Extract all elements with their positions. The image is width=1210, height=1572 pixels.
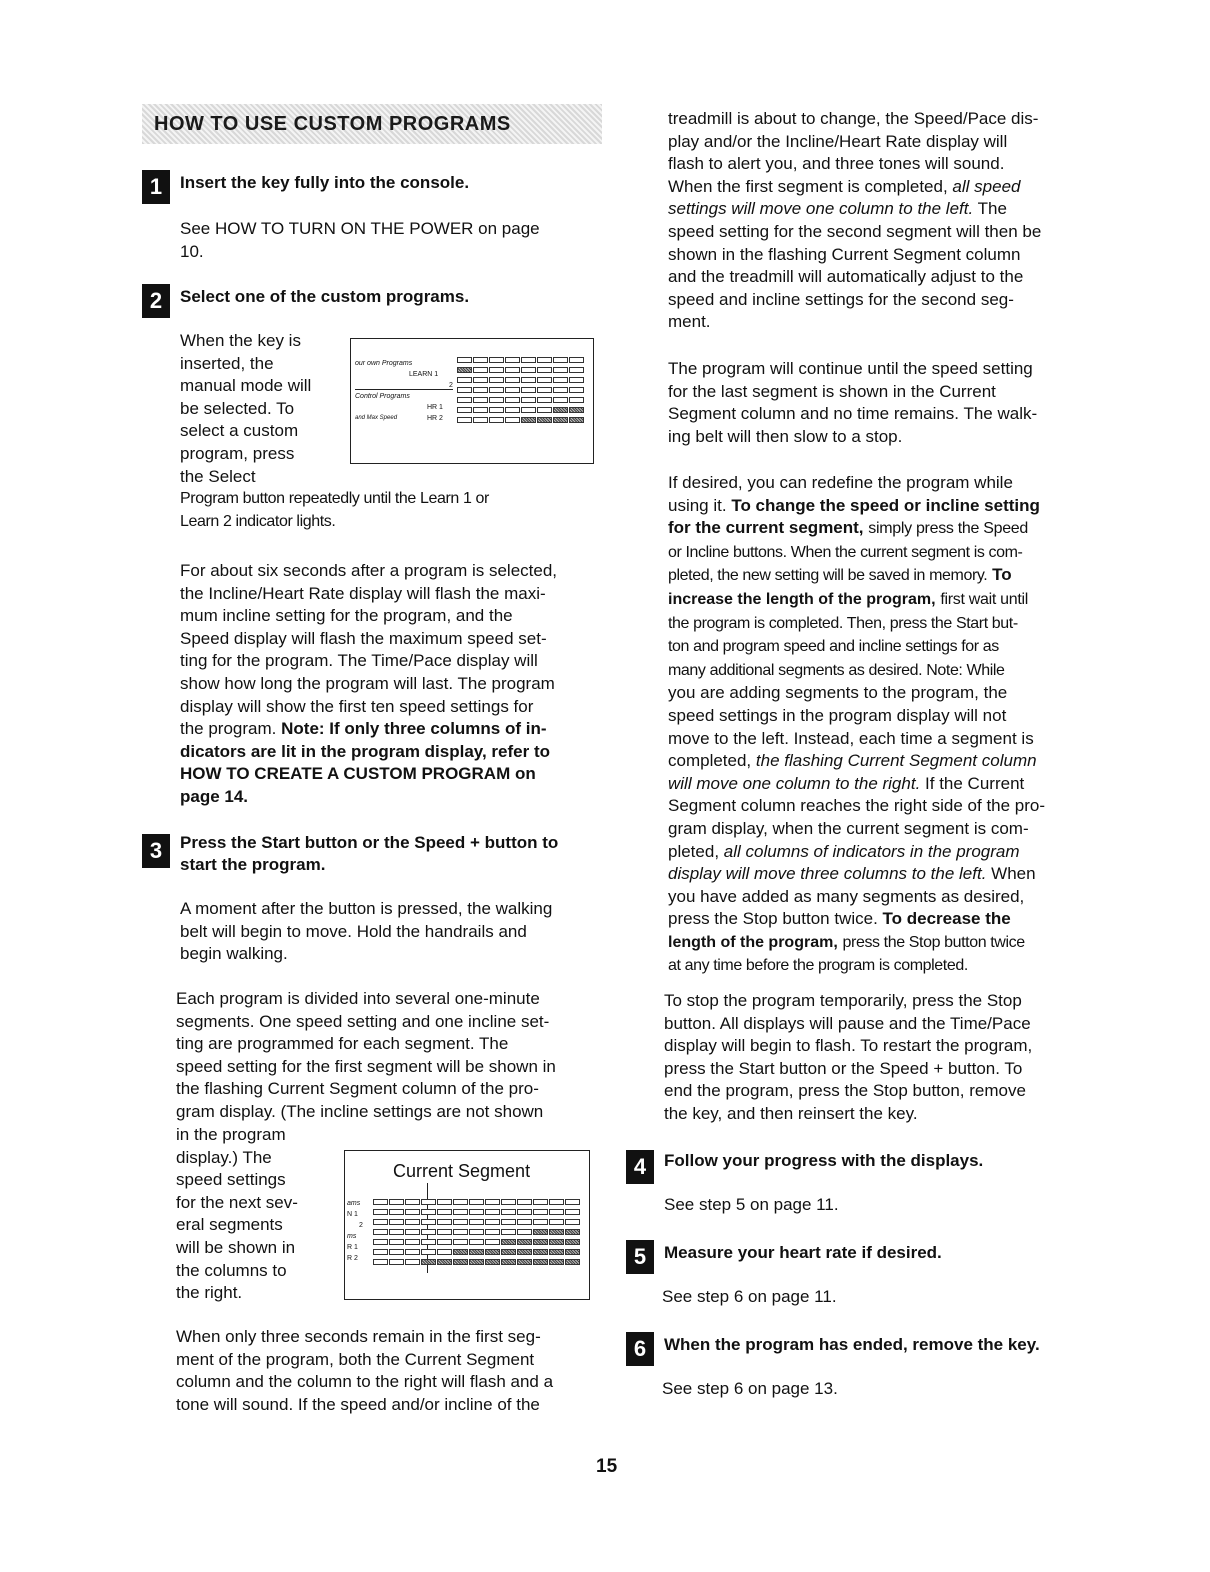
indicator-cell	[569, 417, 584, 423]
indicator-cell	[553, 387, 568, 393]
indicator-cell	[549, 1209, 564, 1215]
current-segment-label: Current Segment	[393, 1161, 531, 1181]
indicator-cell	[517, 1229, 532, 1235]
indicator-cell	[373, 1209, 388, 1215]
indicator-cell	[473, 407, 488, 413]
indicator-cell	[533, 1209, 548, 1215]
indicator-cell	[517, 1199, 532, 1205]
indicator-cell	[473, 357, 488, 363]
indicator-cell	[489, 367, 504, 373]
indicator-cell	[533, 1229, 548, 1235]
indicator-cell	[537, 397, 552, 403]
panel2-label-f: R 2	[347, 1255, 358, 1262]
step-1-number: 1	[142, 170, 170, 204]
page-number: 15	[596, 1456, 618, 1477]
indicator-cell	[517, 1239, 532, 1245]
indicator-cell	[553, 367, 568, 373]
indicator-cell	[549, 1219, 564, 1225]
indicator-cell	[489, 397, 504, 403]
indicator-cell	[405, 1259, 420, 1265]
panel2-label-d: ms	[347, 1233, 357, 1240]
indicator-cell	[565, 1239, 580, 1245]
indicator-cell	[565, 1219, 580, 1225]
indicator-cell	[405, 1199, 420, 1205]
indicator-cell	[457, 417, 472, 423]
indicator-cell	[485, 1249, 500, 1255]
indicator-cell	[537, 417, 552, 423]
indicator-cell	[421, 1259, 436, 1265]
indicator-cell	[517, 1209, 532, 1215]
indicator-cell	[389, 1219, 404, 1225]
indicator-cell	[537, 387, 552, 393]
indicator-cell	[565, 1259, 580, 1265]
indicator-cell	[553, 407, 568, 413]
panel1-label-2: 2	[449, 382, 453, 389]
program-display-panel-2	[344, 1150, 590, 1300]
indicator-cell	[457, 407, 472, 413]
three-seconds-paragraph: When only three seconds remain in the first seg- ment of the program, both the Current Segment column and the column to the right will flash and a tone will sound. If the speed and/or incline of the	[176, 1327, 554, 1414]
indicator-cell	[549, 1239, 564, 1245]
indicator-cell	[473, 417, 488, 423]
indicator-cell	[501, 1229, 516, 1235]
panel1-label-control: Control Programs	[355, 393, 410, 400]
step-5-text: See step 6 on page 11.	[662, 1287, 837, 1306]
indicator-cell	[537, 367, 552, 373]
indicator-cell	[469, 1219, 484, 1225]
indicator-cell	[473, 387, 488, 393]
program-display-panel-1	[350, 338, 594, 464]
indicator-cell	[517, 1259, 532, 1265]
panel2-label-a: ams	[347, 1200, 361, 1207]
indicator-cell	[569, 357, 584, 363]
indicator-cell	[565, 1229, 580, 1235]
indicator-cell	[521, 397, 536, 403]
indicator-cell	[505, 397, 520, 403]
indicator-cell	[469, 1239, 484, 1245]
indicator-cell	[421, 1209, 436, 1215]
step-5-number: 5	[626, 1240, 654, 1274]
indicator-cell	[569, 387, 584, 393]
indicator-cell	[533, 1239, 548, 1245]
indicator-cell	[373, 1229, 388, 1235]
indicator-cell	[501, 1259, 516, 1265]
indicator-cell	[569, 407, 584, 413]
step-6-number: 6	[626, 1332, 654, 1366]
indicator-cell	[457, 387, 472, 393]
indicator-cell	[505, 377, 520, 383]
indicator-cell	[373, 1239, 388, 1245]
indicator-cell	[421, 1239, 436, 1245]
step-3-number: 3	[142, 834, 170, 868]
indicator-cell	[469, 1229, 484, 1235]
indicator-cell	[569, 397, 584, 403]
indicator-cell	[505, 357, 520, 363]
indicator-cell	[501, 1199, 516, 1205]
indicator-cell	[501, 1209, 516, 1215]
indicator-cell	[521, 407, 536, 413]
indicator-cell	[505, 417, 520, 423]
six-seconds-paragraph: For about six seconds after a program is selected, the Incline/Heart Rate display will flash the maxi- mum incline setting for the program, and the Speed display will flash the maximum speed set- ting for the program. The Time/Pace display will show how long the program will last. The program display will show the first ten speed settings for the program. Note: If only three columns of in- dicators are lit in the program display, refer to HOW TO CREATE A CUSTOM PROGRAM on page 14.	[180, 561, 558, 806]
indicator-cell	[437, 1199, 452, 1205]
indicator-cell	[453, 1209, 468, 1215]
panel1-label-hr2: HR 2	[427, 415, 443, 422]
indicator-cell	[489, 417, 504, 423]
indicator-cell	[457, 357, 472, 363]
indicator-cell	[505, 407, 520, 413]
indicator-cell	[405, 1209, 420, 1215]
panel1-label-hr1: HR 1	[427, 404, 443, 411]
indicator-cell	[489, 357, 504, 363]
indicator-cell	[485, 1239, 500, 1245]
indicator-cell	[389, 1199, 404, 1205]
indicator-cell	[521, 367, 536, 373]
indicator-cell	[421, 1229, 436, 1235]
indicator-cell	[405, 1239, 420, 1245]
indicator-cell	[469, 1259, 484, 1265]
step-3-text: A moment after the button is pressed, the walking belt will begin to move. Hold the handrails and begin walking.	[180, 899, 553, 964]
indicator-cell	[437, 1209, 452, 1215]
indicator-cell	[405, 1249, 420, 1255]
indicator-cell	[437, 1249, 452, 1255]
indicator-cell	[437, 1229, 452, 1235]
indicator-cell	[453, 1219, 468, 1225]
indicator-cell	[373, 1249, 388, 1255]
indicator-cell	[485, 1219, 500, 1225]
step-1-text: See HOW TO TURN ON THE POWER on page 10.	[180, 219, 540, 261]
step-4-text: See step 5 on page 11.	[664, 1195, 839, 1214]
indicator-cell	[553, 417, 568, 423]
indicator-cell	[553, 397, 568, 403]
indicator-cell	[549, 1249, 564, 1255]
panel1-label-maxspeed: and Max Speed	[355, 415, 398, 421]
indicator-cell	[389, 1229, 404, 1235]
indicator-cell	[473, 397, 488, 403]
step-2-title: Select one of the custom programs.	[180, 287, 470, 306]
step-3-title: Press the Start button or the Speed + button to start the program.	[180, 833, 559, 874]
indicator-cell	[437, 1239, 452, 1245]
indicator-cell	[521, 357, 536, 363]
step-6-title: When the program has ended, remove the key.	[664, 1335, 1040, 1354]
indicator-cell	[501, 1239, 516, 1245]
indicator-cell	[405, 1229, 420, 1235]
step-4-title: Follow your progress with the displays.	[664, 1151, 984, 1170]
indicator-cell	[549, 1229, 564, 1235]
indicator-cell	[537, 377, 552, 383]
indicator-cell	[473, 367, 488, 373]
stop-program-paragraph: To stop the program temporarily, press the Stop button. All displays will pause and the Time/Pace display will begin to flash. To restart the program, press the Start button or the Speed + button. To end the program, press the Stop button, remove the key, and then reinsert the key.	[664, 991, 1033, 1123]
indicator-cell	[373, 1219, 388, 1225]
indicator-cell	[421, 1249, 436, 1255]
indicator-cell	[453, 1229, 468, 1235]
indicator-cell	[517, 1219, 532, 1225]
indicator-cell	[533, 1249, 548, 1255]
indicator-cell	[453, 1199, 468, 1205]
indicator-cell	[537, 357, 552, 363]
indicator-cell	[549, 1199, 564, 1205]
indicator-cell	[421, 1199, 436, 1205]
indicator-cell	[453, 1249, 468, 1255]
indicator-cell	[453, 1259, 468, 1265]
indicator-cell	[533, 1259, 548, 1265]
program-continue-paragraph: The program will continue until the speed setting for the last segment is shown in the Current Segment column and no time remains. The walk- ing belt will then slow to a stop.	[668, 359, 1038, 446]
each-program-paragraph: Each program is divided into several one-minute segments. One speed setting and one incline set- ting are programmed for each segment. The speed setting for the first segment will be shown in the flashing Current Segment column of the pro- gram display. (The incline settings are not shown	[176, 989, 556, 1121]
indicator-cell	[505, 387, 520, 393]
panel2-label-b: N 1	[347, 1211, 358, 1218]
indicator-cell	[373, 1199, 388, 1205]
indicator-cell	[485, 1209, 500, 1215]
indicator-cell	[457, 367, 472, 373]
indicator-cell	[537, 407, 552, 413]
indicator-cell	[505, 367, 520, 373]
indicator-cell	[457, 377, 472, 383]
indicator-cell	[521, 377, 536, 383]
indicator-cell	[485, 1259, 500, 1265]
step-2-number: 2	[142, 284, 170, 318]
indicator-cell	[553, 357, 568, 363]
indicator-cell	[469, 1209, 484, 1215]
indicator-cell	[373, 1259, 388, 1265]
indicator-cell	[469, 1249, 484, 1255]
indicator-cell	[489, 377, 504, 383]
indicator-cell	[453, 1239, 468, 1245]
indicator-cell	[389, 1249, 404, 1255]
indicator-cell	[489, 407, 504, 413]
indicator-cell	[437, 1259, 452, 1265]
each-program-wrap-text: in the program display.) The speed settings for the next sev- eral segments will be shown in the columns to the right.	[176, 1125, 298, 1303]
step-2-full-text: Program button repeatedly until the Learn 1 or Learn 2 indicator lights.	[180, 490, 489, 530]
indicator-cell	[485, 1199, 500, 1205]
step-6-text: See step 6 on page 13.	[662, 1379, 838, 1398]
panel1-label-learn1: LEARN 1	[409, 371, 439, 378]
section-heading	[142, 104, 602, 144]
indicator-cell	[553, 377, 568, 383]
indicator-cell	[489, 387, 504, 393]
redefine-program-paragraph: If desired, you can redefine the program while using it. To change the speed or incline setting for the current segment, simply press the Speed or Incline buttons. When the current segment is com- pleted, the new setting will be saved in memory. To increase the length of the program, first wait until the program is completed. Then, press the Start but- ton and program speed and incline settings for as many additional segments as desired. Note: While you are adding segments to the program, the speed settings in the program display will not move to the left. Instead, each time a segment is completed, the flashing Current Segment column will move one column to the right. If the Current Segment column reaches the right side of the pro- gram display, when the current segment is com- pleted, all columns of indicators in the program display will move three columns to the left. When you have added as many segments as desired, press the Stop button twice. To decrease the length of the program, press the Stop button twice at any time before the program is completed.	[668, 473, 1046, 975]
indicator-cell	[565, 1209, 580, 1215]
indicator-cell	[565, 1199, 580, 1205]
indicator-cell	[501, 1219, 516, 1225]
indicator-cell	[569, 377, 584, 383]
indicator-cell	[501, 1249, 516, 1255]
indicator-cell	[533, 1219, 548, 1225]
step-2-wrap-text: When the key is inserted, the manual mode will be selected. To select a custom program, press the Select	[180, 331, 312, 486]
indicator-cell	[569, 367, 584, 373]
indicator-cell	[517, 1249, 532, 1255]
panel2-label-c: 2	[359, 1222, 363, 1229]
indicator-cell	[437, 1219, 452, 1225]
indicator-cell	[389, 1259, 404, 1265]
panel2-label-e: R 1	[347, 1244, 358, 1251]
indicator-cell	[533, 1199, 548, 1205]
indicator-cell	[389, 1239, 404, 1245]
section-heading-text: HOW TO USE CUSTOM PROGRAMS	[154, 112, 511, 135]
indicator-cell	[405, 1219, 420, 1225]
step-5-title: Measure your heart rate if desired.	[664, 1243, 942, 1262]
indicator-cell	[549, 1259, 564, 1265]
indicator-cell	[421, 1219, 436, 1225]
indicator-cell	[469, 1199, 484, 1205]
panel1-label-programs: our own Programs	[355, 360, 413, 367]
step-4-number: 4	[626, 1150, 654, 1184]
indicator-cell	[457, 397, 472, 403]
indicator-cell	[389, 1209, 404, 1215]
indicator-cell	[473, 377, 488, 383]
indicator-cell	[485, 1229, 500, 1235]
step-1-title: Insert the key fully into the console.	[180, 173, 470, 192]
indicator-cell	[521, 417, 536, 423]
indicator-cell	[521, 387, 536, 393]
panel1-divider	[355, 389, 453, 390]
indicator-cell	[565, 1249, 580, 1255]
segment-change-paragraph: treadmill is about to change, the Speed/Pace dis- play and/or the Incline/Heart Rate display will flash to alert you, and three tones will sound. When the first segment is completed, all speed settings will move one column to the left. The speed setting for the second segment will then be shown in the flashing Current Segment column and the treadmill will automatically adjust to the speed and incline settings for the second seg- ment.	[668, 109, 1042, 332]
